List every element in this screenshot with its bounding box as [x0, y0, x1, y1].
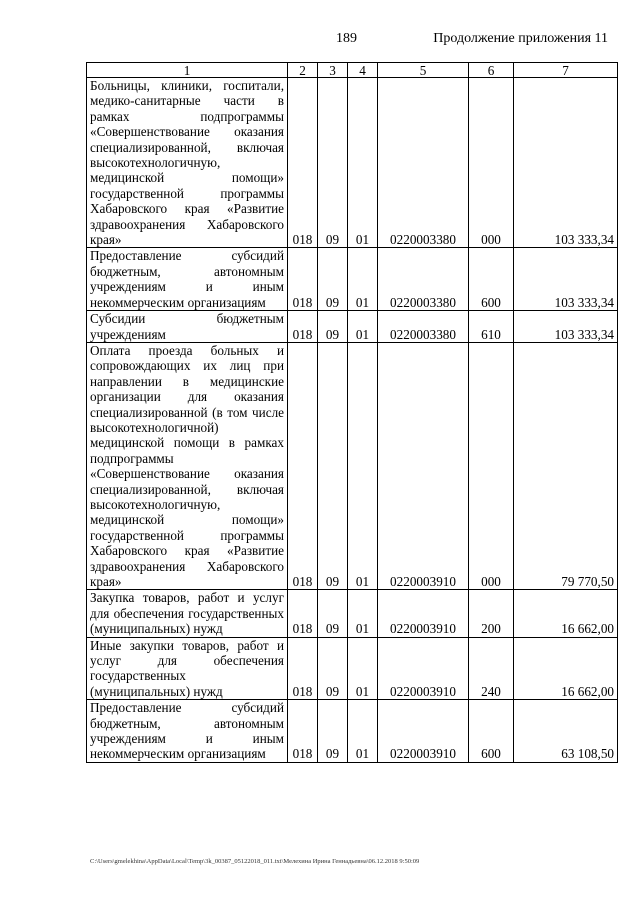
subsection-code: 01 [348, 590, 378, 637]
amount: 16 662,00 [514, 590, 618, 637]
subsection-code: 01 [348, 78, 378, 248]
section-code: 09 [318, 248, 348, 311]
amount: 103 333,34 [514, 311, 618, 343]
ministry-code: 018 [288, 248, 318, 311]
section-code: 09 [318, 637, 348, 700]
table-row [87, 590, 618, 637]
expense-type-code: 240 [469, 637, 514, 700]
table-row [87, 311, 618, 343]
table-header [87, 63, 618, 78]
expense-type-code: 600 [469, 248, 514, 311]
expense-type-code: 610 [469, 311, 514, 343]
expense-type-code: 000 [469, 342, 514, 590]
target-article-code: 0220003910 [378, 342, 469, 590]
appendix-continuation: Продолжение приложения 11 [433, 31, 608, 46]
column-header: 4 [348, 63, 378, 78]
budget-table [86, 62, 618, 763]
section-code: 09 [318, 78, 348, 248]
expense-name: Предоставление субсидий бюджетным, автономным учреждениям и иным некоммерческим организациям [87, 248, 288, 311]
column-header: 2 [288, 63, 318, 78]
ministry-code: 018 [288, 311, 318, 343]
table-row [87, 342, 618, 590]
target-article-code: 0220003910 [378, 700, 469, 763]
target-article-code: 0220003380 [378, 311, 469, 343]
section-code: 09 [318, 700, 348, 763]
ministry-code: 018 [288, 700, 318, 763]
expense-name: Оплата проезда больных и сопровождающих их лиц при направлении в медицинские организации для оказания специализированной (в том числе высокотехнологичной) медицинской помощи в рамках подпрограммы «Совершенствование оказания специализированной, включая высокотехнологичную, медицинской помощи» государственной программы Хабаровского края «Развитие здравоохранения Хабаровского края» [87, 342, 288, 590]
target-article-code: 0220003380 [378, 248, 469, 311]
amount: 103 333,34 [514, 248, 618, 311]
page-number: 189 [336, 31, 357, 46]
subsection-code: 01 [348, 311, 378, 343]
target-article-code: 0220003910 [378, 637, 469, 700]
ministry-code: 018 [288, 342, 318, 590]
subsection-code: 01 [348, 248, 378, 311]
expense-name: Предоставление субсидий бюджетным, автономным учреждениям и иным некоммерческим организациям [87, 700, 288, 763]
table-row [87, 700, 618, 763]
column-header: 5 [378, 63, 469, 78]
expense-type-code: 600 [469, 700, 514, 763]
ministry-code: 018 [288, 78, 318, 248]
section-code: 09 [318, 590, 348, 637]
section-code: 09 [318, 311, 348, 343]
ministry-code: 018 [288, 637, 318, 700]
expense-name: Иные закупки товаров, работ и услуг для обеспечения государственных (муниципальных) нужд [87, 637, 288, 700]
amount: 103 333,34 [514, 78, 618, 248]
column-header: 6 [469, 63, 514, 78]
column-header: 3 [318, 63, 348, 78]
subsection-code: 01 [348, 342, 378, 590]
target-article-code: 0220003910 [378, 590, 469, 637]
column-numbers-row [87, 63, 618, 78]
amount: 79 770,50 [514, 342, 618, 590]
table-row [87, 78, 618, 248]
file-path-footer: C:\Users\gmelekhina\AppData\Local\Temp\3k_00387_05122018_011.txt\Мелехина Ирина Геннадьевна\06.12.2018 9:50:09 [90, 858, 420, 865]
section-code: 09 [318, 342, 348, 590]
column-header: 7 [514, 63, 618, 78]
target-article-code: 0220003380 [378, 78, 469, 248]
column-header: 1 [87, 63, 288, 78]
amount: 16 662,00 [514, 637, 618, 700]
expense-name: Закупка товаров, работ и услуг для обеспечения государственных (муниципальных) нужд [87, 590, 288, 637]
expense-name: Субсидии бюджетным учреждениям [87, 311, 288, 343]
table-row [87, 637, 618, 700]
ministry-code: 018 [288, 590, 318, 637]
expense-name: Больницы, клиники, госпитали, медико-санитарные части в рамках подпрограммы «Совершенствование оказания специализированной, включая высокотехнологичную, медицинской помощи» государственной программы Хабаровского края «Развитие здравоохранения Хабаровского края» [87, 78, 288, 248]
table-row [87, 248, 618, 311]
expense-type-code: 200 [469, 590, 514, 637]
subsection-code: 01 [348, 700, 378, 763]
expense-type-code: 000 [469, 78, 514, 248]
amount: 63 108,50 [514, 700, 618, 763]
subsection-code: 01 [348, 637, 378, 700]
